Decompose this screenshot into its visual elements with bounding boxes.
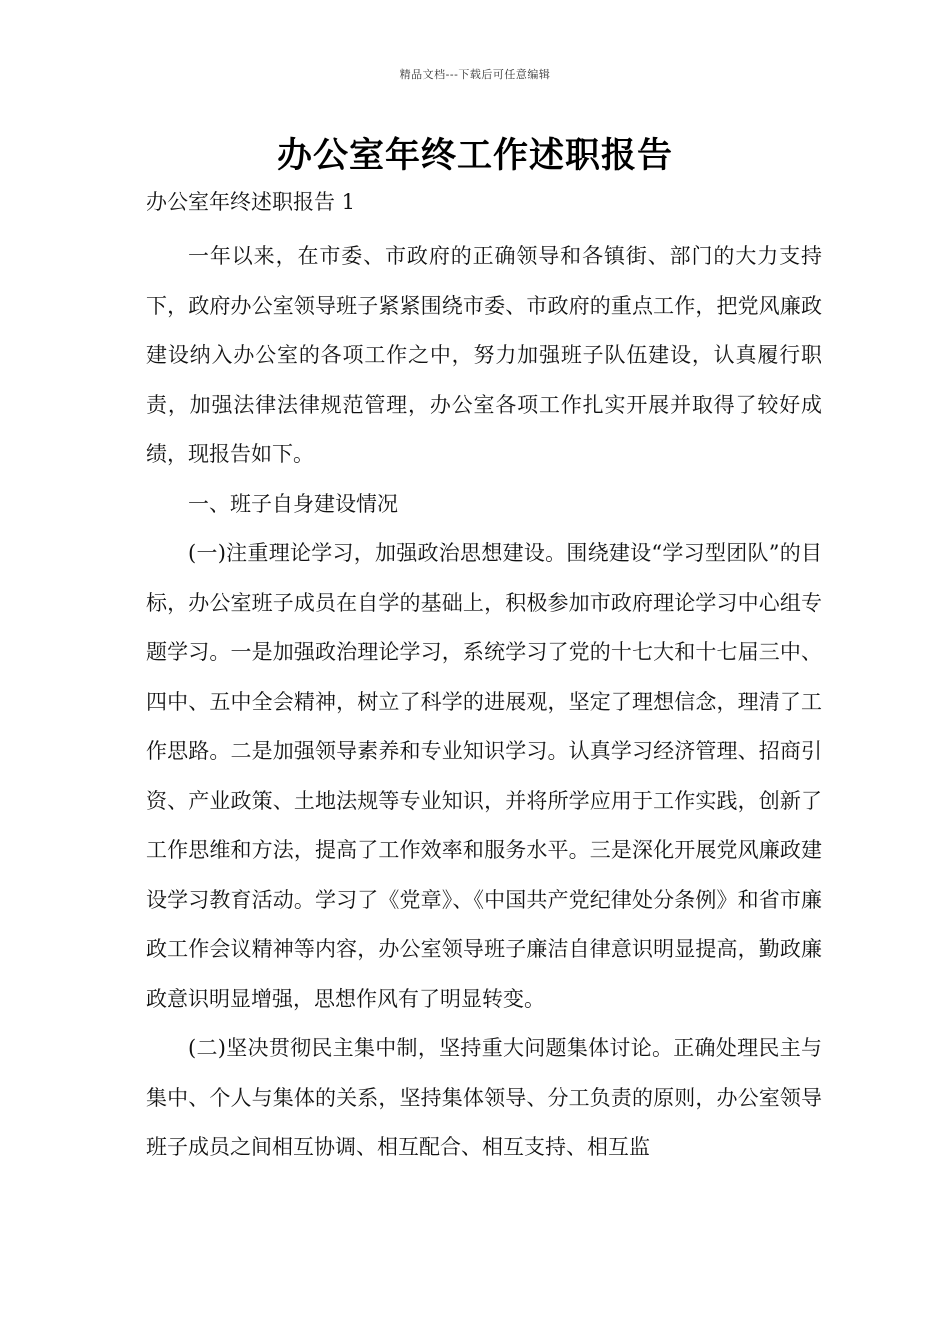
- paragraph-democratic-centralism: (二)坚决贯彻民主集中制，坚持重大问题集体讨论。正确处理民主与集中、个人与集体的关系，坚持集体领导、分工负责的原则，办公室领导班子成员之间相互协调、相互配合、相互支持、相互监: [146, 1036, 822, 1159]
- document-subtitle: 办公室年终述职报告 1: [146, 190, 356, 214]
- document-body: [146, 232, 822, 1173]
- paragraph-intro: 一年以来，在市委、市政府的正确领导和各镇街、部门的大力支持下，政府办公室领导班子紧紧围绕市委、市政府的重点工作，把党风廉政建设纳入办公室的各项工作之中，努力加强班子队伍建设，认真履行职责，加强法律法律规范管理，办公室各项工作扎实开展并取得了较好成绩，现报告如下。: [146, 244, 822, 466]
- document-title: 办公室年终工作述职报告: [276, 135, 673, 176]
- section-heading: 一、班子自身建设情况: [188, 491, 398, 516]
- page-header-note: 精品文档---下载后可任意编辑: [399, 68, 551, 81]
- paragraph-theory-study: (一)注重理论学习，加强政治思想建设。围绕建设“学习型团队”的目标，办公室班子成员在自学的基础上，积极参加市政府理论学习中心组专题学习。一是加强政治理论学习，系统学习了党的十七大和十七届三中、四中、五中全会精神，树立了科学的进展观，坚定了理想信念，理清了工作思路。二是加强领导素养和专业知识学习。认真学习经济管理、招商引资、产业政策、土地法规等专业知识，并将所学应用于工作实践，创新了工作思维和方法，提高了工作效率和服务水平。三是深化开展党风廉政建设学习教育活动。学习了《党章》、《中国共产党纪律处分条例》和省市廉政工作会议精神等内容，办公室领导班子廉洁自律意识明显提高，勤政廉政意识明显增强，思想作风有了明显转变。: [146, 541, 822, 1011]
